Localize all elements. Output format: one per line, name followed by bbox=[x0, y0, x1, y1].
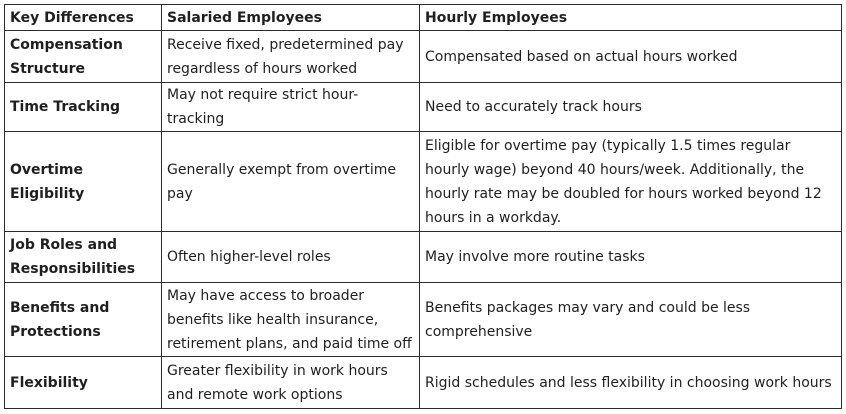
hourly-cell: Compensated based on actual hours worked bbox=[420, 31, 842, 83]
row-key-cell: Compensation Structure bbox=[5, 31, 162, 83]
hourly-cell: Rigid schedules and less flexibility in choosing work hours bbox=[420, 357, 842, 409]
salaried-cell: Generally exempt from overtime pay bbox=[162, 132, 420, 232]
table-row bbox=[5, 31, 842, 83]
row-key-cell: Benefits and Protections bbox=[5, 283, 162, 357]
salaried-cell: Greater flexibility in work hours and remote work options bbox=[162, 357, 420, 409]
table-row bbox=[5, 232, 842, 283]
table-row bbox=[5, 357, 842, 409]
header-salaried-employees: Salaried Employees bbox=[162, 5, 420, 31]
hourly-cell: Need to accurately track hours bbox=[420, 83, 842, 132]
table-row bbox=[5, 83, 842, 132]
table-row bbox=[5, 283, 842, 357]
hourly-cell: May involve more routine tasks bbox=[420, 232, 842, 283]
row-key-cell: Job Roles and Responsibilities bbox=[5, 232, 162, 283]
salaried-cell: May have access to broader benefits like health insurance, retirement plans, and paid time off bbox=[162, 283, 420, 357]
row-key-cell: Flexibility bbox=[5, 357, 162, 409]
salaried-cell: Often higher-level roles bbox=[162, 232, 420, 283]
hourly-cell: Eligible for overtime pay (typically 1.5 times regular hourly wage) beyond 40 hours/week. Additionally, the hourly rate may be doubled for hours worked beyond 12 hours in a workday. bbox=[420, 132, 842, 232]
salaried-cell: May not require strict hour-tracking bbox=[162, 83, 420, 132]
header-row bbox=[5, 5, 842, 31]
row-key-cell: Time Tracking bbox=[5, 83, 162, 132]
header-hourly-employees: Hourly Employees bbox=[420, 5, 842, 31]
comparison-table bbox=[4, 4, 842, 409]
table-row bbox=[5, 132, 842, 232]
row-key-cell: Overtime Eligibility bbox=[5, 132, 162, 232]
header-key-differences: Key Differences bbox=[5, 5, 162, 31]
hourly-cell: Benefits packages may vary and could be less comprehensive bbox=[420, 283, 842, 357]
salaried-cell: Receive fixed, predetermined pay regardless of hours worked bbox=[162, 31, 420, 83]
